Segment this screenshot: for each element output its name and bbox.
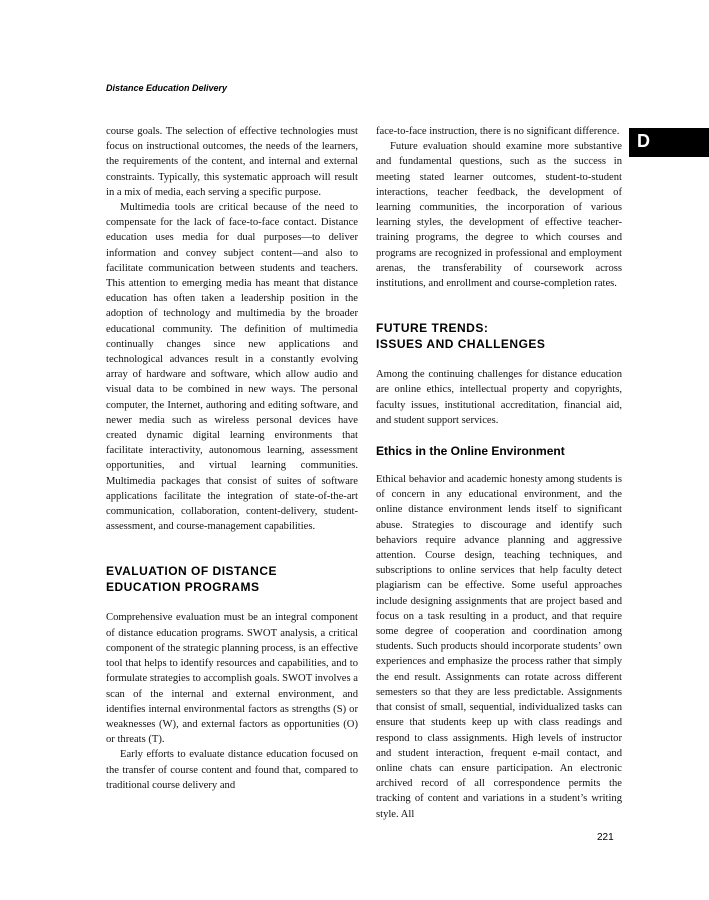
left-paragraph-3: Comprehensive evaluation must be an integral component of distance education programs. SWOT analysis, a critical component of the strategic planning process, is an effective tool that helps to identify resources and capabilities, and to formulate strategies to accomplish goals. SWOT involves a scan of the internal and external environment, and identifies internal environmental factors as strengths (S) or weaknesses (W), and external factors as opportunities (O) or threats (T). [106,612,358,746]
subheading-ethics: Ethics in the Online Environment [376,444,565,459]
running-head: Distance Education Delivery [106,83,228,93]
right-paragraph-3: Among the continuing challenges for distance education are online ethics, intellectual property and copyrights, faculty issues, institutional accreditation, financial aid, and student support services. [376,369,622,426]
right-paragraph-2: Future evaluation should examine more substantive and fundamental questions, such as the success in meeting stated learner outcomes, student-to-student interactions, teacher feedback, the development of learning communities, the incorporation of various learning styles, the development of effective teacher-training programs, the degree to which courses and programs are recognized in professional and employment arenas, the transferability of coursework across institutions, and enrollment and course-completion rates. [376,141,622,290]
heading-evaluation-line-2: EDUCATION PROGRAMS [106,580,260,595]
section-heading-future-trends [376,320,622,352]
heading-future-line-2: ISSUES AND CHALLENGES [376,337,546,352]
section-thumb-tab [629,128,709,157]
right-paragraph-1: face-to-face instruction, there is no significant difference. [376,126,620,137]
left-paragraph-2: Multimedia tools are critical because of the need to compensate for the lack of face-to-face contact. Distance education uses media for dual purposes—to deliver information and convey subject content—and also to facilitate communication between students and teachers. This attention to emerging media has meant that distance education has often taken a leadership position in the adoption of technology and multimedia by the broader educational community. The definition of multimedia continually changes since new applications and technological advances result in a constantly evolving array of hardware and software, which allow audio and visual data to be combined in new ways. The personal computer, the Internet, authoring and editing software, and newer media such as wireless personal devices have created dynamic digital learning environments that facilitate interactivity, autonomous learning, assessment opportunities, and virtual learning communities. Multimedia packages that consist of suites of software applications facilitate the integration of state-of-the-art communication, collaboration, content-delivery, student-assessment, and course-management capabilities. [106,202,358,533]
right-paragraph-4: Ethical behavior and academic honesty among students is of concern in any educational environment, and the online distance environment lends itself to significant abuse. Strategies to discourage and identify such behaviors require advance planning and aggressive attention. Course design, teaching techniques, and subscriptions to online services that help faculty detect plagiarism can be effective. Some useful approaches include designing assignments that are project based and focus on a task resulting in a product, and that require some degree of cooperation and coordination among students. Such products should incorporate students’ own experiences and emphasize the process rather that simply the end result. Assignments can rotate across different semesters so that they are less predictable. Assignments that consist of small, sequential, individualized tasks can ensure that students keep up with class readings and respond to class assignments. High levels of instructor and student interaction, frequent e-mail contact, and online chats can ensure participation. An electronic archived record of all correspondence permits the tracking of content and variations in a student’s writing style. All [376,474,622,820]
page-number: 221 [597,832,614,843]
left-paragraph-1: course goals. The selection of effective technologies must focus on instructional outcomes, the needs of the learners, the requirements of the content, and internal and external constraints. Typically, this systematic approach will result in a mix of media, each serving a specific purpose. [106,126,358,198]
left-paragraph-4: Early efforts to evaluate distance education focused on the transfer of course content and found that, compared to traditional course delivery and [106,749,358,791]
section-heading-evaluation [106,563,358,595]
left-column [106,124,358,793]
heading-evaluation-line-1: EVALUATION OF DISTANCE [106,564,277,579]
heading-future-line-1: FUTURE TRENDS: [376,321,489,336]
thumb-tab-letter: D [637,131,650,151]
right-column [376,124,622,822]
